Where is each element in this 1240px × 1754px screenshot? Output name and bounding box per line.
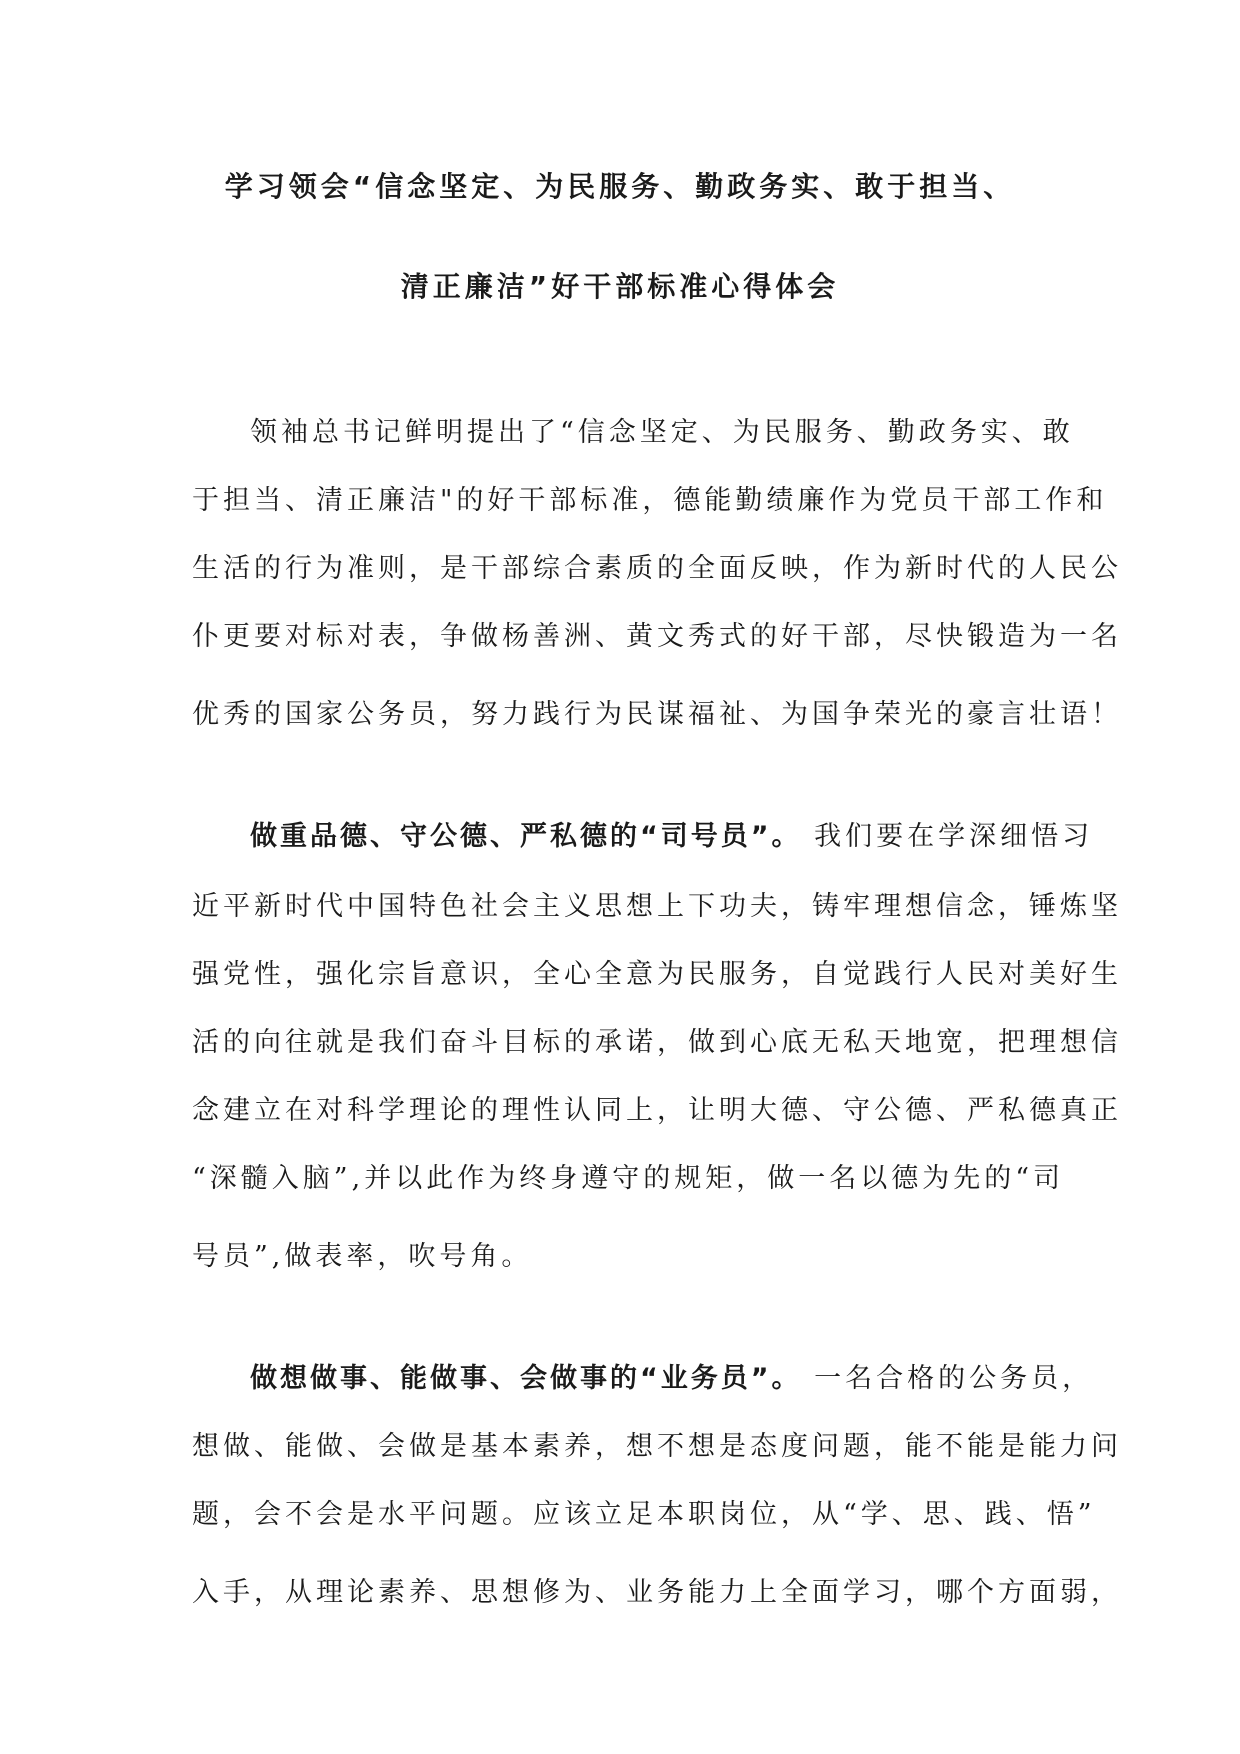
section-heading: 做想做事、能做事、会做事的“业务员”。: [250, 1363, 802, 1394]
paragraph-line: 领袖总书记鲜明提出了“信念坚定、为民服务、勤政务实、敢: [250, 417, 1074, 448]
paragraph-line: 念建立在对科学理论的理性认同上，让明大德、守公德、严私德真正: [192, 1095, 1122, 1126]
paragraph-line: 想做、能做、会做是基本素养，想不想是态度问题，能不能是能力问: [192, 1431, 1122, 1462]
paragraph-line: 近平新时代中国特色社会主义思想上下功夫，铸牢理想信念，锤炼坚: [192, 891, 1122, 922]
paragraph-line: 生活的行为准则，是干部综合素质的全面反映，作为新时代的人民公: [192, 553, 1122, 584]
paragraph-line: “深髓入脑”,并以此作为终身遵守的规矩，做一名以德为先的“司: [192, 1163, 1064, 1194]
paragraph-first-line: [250, 814, 1094, 853]
section-heading: 做重品德、守公德、严私德的“司号员”。: [250, 821, 802, 852]
paragraph-text: 我们要在学深细悟习: [814, 821, 1094, 852]
paragraph-line: 仆更要对标对表，争做杨善洲、黄文秀式的好干部，尽快锻造为一名: [192, 621, 1122, 652]
paragraph-line: 活的向往就是我们奋斗目标的承诺，做到心底无私天地宽，把理想信: [192, 1027, 1122, 1058]
paragraph-line: 题，会不会是水平问题。应该立足本职岗位，从“学、思、践、悟”: [192, 1499, 1096, 1530]
paragraph-line: 于担当、清正廉洁"的好干部标准，德能勤绩廉作为党员干部工作和: [192, 485, 1108, 516]
paragraph-line: 号员”,做表率，吹号角。: [192, 1241, 533, 1272]
document-title-line-1: 学习领会“信念坚定、为民服务、勤政务实、敢于担当、: [224, 170, 1016, 203]
paragraph-first-line: [250, 1356, 1094, 1395]
paragraph-line: 优秀的国家公务员，努力践行为民谋福祉、为国争荣光的豪言壮语！: [192, 699, 1122, 730]
paragraph-text: 一名合格的公务员，: [814, 1363, 1094, 1394]
paragraph-line: 入手，从理论素养、思想修为、业务能力上全面学习，哪个方面弱，: [192, 1577, 1122, 1608]
document-title-line-2: 清正廉洁”好干部标准心得体会: [400, 270, 840, 303]
paragraph-line: 强党性，强化宗旨意识，全心全意为民服务，自觉践行人民对美好生: [192, 959, 1122, 990]
